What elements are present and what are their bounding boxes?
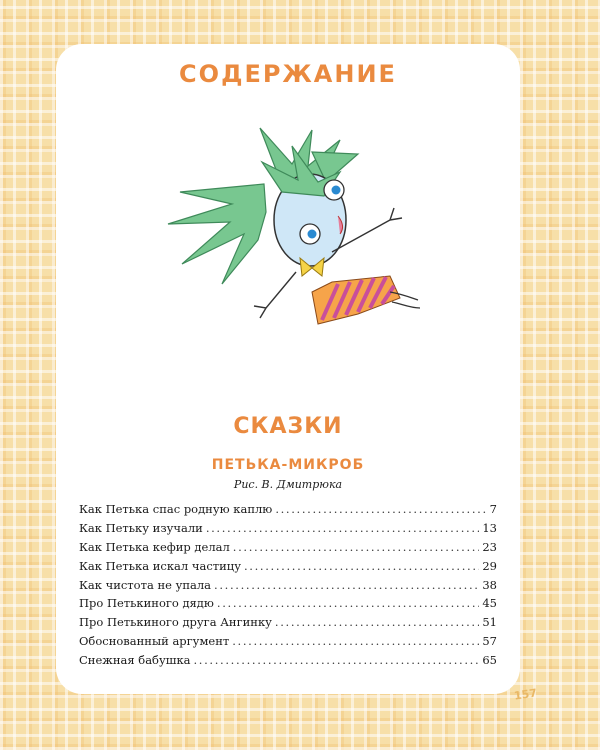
toc-entry-title: Как Петька искал частицу bbox=[79, 558, 241, 573]
toc-entry-title: Как Петька спас родную каплю bbox=[79, 502, 273, 516]
toc-entry[interactable] bbox=[79, 653, 497, 672]
toc-entry-title: Про Петькиного друга Ангинку bbox=[79, 615, 272, 630]
toc-entry[interactable] bbox=[79, 615, 497, 634]
illustrator-credit: Рис. В. Дмитрюка bbox=[233, 478, 343, 491]
toc-entry[interactable] bbox=[79, 502, 497, 521]
toc-entry[interactable] bbox=[79, 559, 497, 578]
leader-dots bbox=[194, 653, 480, 667]
toc-entry-page: 45 bbox=[482, 596, 497, 611]
toc-entry[interactable] bbox=[79, 634, 497, 653]
toc-entry[interactable] bbox=[79, 596, 497, 615]
cartoon-character-illustration bbox=[162, 122, 424, 334]
leader-dots bbox=[206, 521, 480, 535]
toc-entry-page: 51 bbox=[482, 615, 497, 630]
toc-entry-title: Как Петька кефир делал bbox=[79, 539, 230, 554]
section-title: СКАЗКИ bbox=[233, 414, 343, 439]
toc-entry-page: 13 bbox=[482, 520, 497, 535]
leader-dots bbox=[214, 578, 479, 592]
toc-entry-page: 7 bbox=[489, 502, 497, 516]
leader-dots bbox=[217, 596, 479, 610]
toc-entry-title: Снежная бабушка bbox=[79, 653, 191, 668]
toc-entry-page: 65 bbox=[482, 653, 497, 668]
toc-entry[interactable] bbox=[79, 521, 497, 540]
toc-entry[interactable] bbox=[79, 540, 497, 559]
leader-dots bbox=[275, 615, 479, 629]
story-title: ПЕТЬКА-МИКРОБ bbox=[211, 457, 365, 473]
leader-dots bbox=[232, 634, 479, 648]
leader-dots bbox=[275, 502, 486, 516]
leader-dots bbox=[244, 559, 479, 573]
toc-entry[interactable] bbox=[79, 578, 497, 597]
table-of-contents bbox=[79, 502, 497, 672]
toc-entry-title: Про Петькиного дядю bbox=[79, 596, 214, 611]
toc-entry-page: 23 bbox=[482, 539, 497, 554]
content-page bbox=[56, 44, 520, 694]
toc-entry-title: Как Петьку изучали bbox=[79, 520, 203, 535]
toc-entry-title: Обоснованный аргумент bbox=[79, 634, 230, 649]
page-number: 157 bbox=[513, 686, 538, 703]
leader-dots bbox=[233, 540, 480, 554]
toc-entry-page: 38 bbox=[482, 577, 497, 592]
page-title: СОДЕРЖАНИЕ bbox=[179, 60, 397, 88]
toc-entry-title: Как чистота не упала bbox=[79, 577, 212, 592]
toc-entry-page: 57 bbox=[482, 634, 497, 649]
toc-entry-page: 29 bbox=[482, 558, 497, 573]
